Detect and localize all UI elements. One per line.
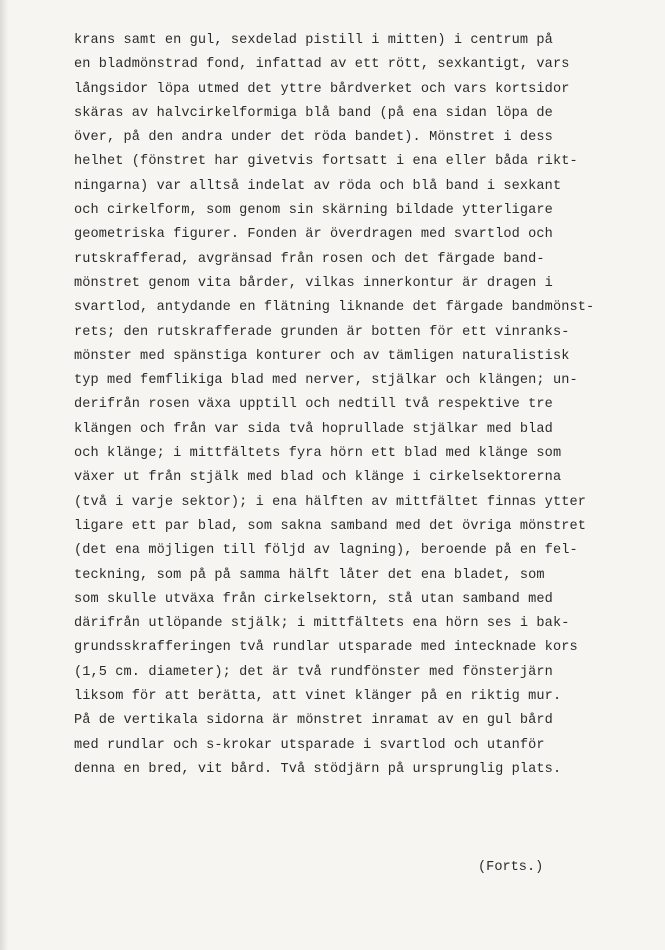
text-line-29: På de vertikala sidorna är mönstret inramat av en gul bård xyxy=(74,713,553,729)
text-line-5: över, på den andra under det röda bandet). Mönstret i dess xyxy=(74,130,553,146)
text-line-21: ligare ett par blad, som sakna samband med det övriga mönstret xyxy=(74,518,586,534)
text-line-25: därifrån utlöpande stjälk; i mittfältets ena hörn ses i bak- xyxy=(74,616,570,632)
text-line-19: växer ut från stjälk med blad och klänge i cirkelsektorerna xyxy=(74,470,562,486)
typed-text-body xyxy=(74,29,644,782)
text-line-27: (1,5 cm. diameter); det är två rundfönster med fönsterjärn xyxy=(74,664,553,680)
text-line-1: krans samt en gul, sexdelad pistill i mitten) i centrum på xyxy=(74,33,553,48)
text-line-10: rutskrafferad, avgränsad från rosen och det färgade band- xyxy=(74,251,545,267)
text-line-31: denna en bred, vit bård. Två stödjärn på ursprunglig plats. xyxy=(74,761,562,777)
text-line-15: typ med femflikiga blad med nerver, stjälkar och klängen; un- xyxy=(74,373,578,389)
text-line-14: mönster med spänstiga konturer och av tämligen naturalistisk xyxy=(74,348,570,364)
text-line-17: klängen och från var sida två hoprullade stjälkar med blad xyxy=(74,421,553,437)
text-line-8: och cirkelform, som genom sin skärning bildade ytterligare xyxy=(74,203,553,219)
text-line-11: mönstret genom vita bårder, vilkas innerkontur är dragen i xyxy=(74,275,553,291)
text-line-4: skäras av halvcirkelformiga blå band (på ena sidan löpa de xyxy=(74,105,553,121)
text-line-13: rets; den rutskrafferade grunden är botten för ett vinranks- xyxy=(74,324,570,340)
text-line-9: geometriska figurer. Fonden är överdragen med svartlod och xyxy=(74,227,553,243)
text-line-20: (två i varje sektor); i ena hälften av mittfältet finnas ytter xyxy=(74,494,586,510)
text-line-6: helhet (fönstret har givetvis fortsatt i ena eller båda rikt- xyxy=(74,154,578,170)
text-line-22: (det ena möjligen till följd av lagning), beroende på en fel- xyxy=(74,543,578,559)
text-line-3: långsidor löpa utmed det yttre bårdverket och vars kortsidor xyxy=(74,81,570,97)
continuation-note: (Forts.) xyxy=(478,860,544,875)
text-line-2: en bladmönstrad fond, infattad av ett rött, sexkantigt, vars xyxy=(74,57,570,73)
text-line-16: derifrån rosen växa upptill och nedtill två respektive tre xyxy=(74,397,553,413)
text-line-26: grundsskrafferingen två rundlar utsparade med intecknade kors xyxy=(74,640,578,656)
text-line-30: med rundlar och s-krokar utsparade i svartlod och utanför xyxy=(74,737,545,753)
text-line-24: som skulle utväxa från cirkelsektorn, stå utan samband med xyxy=(74,591,553,607)
text-line-7: ningarna) var alltså indelat av röda och blå band i sexkant xyxy=(74,178,562,194)
text-line-28: liksom för att berätta, att vinet klänger på en riktig mur. xyxy=(74,689,562,705)
text-line-18: och klänge; i mittfältets fyra hörn ett blad med klänge som xyxy=(74,446,562,462)
page-edge-shadow xyxy=(0,0,8,950)
text-line-12: svartlod, antydande en flätning liknande det färgade bandmönst- xyxy=(74,300,595,316)
text-line-23: teckning, som på på samma hälft låter det ena bladet, som xyxy=(74,567,545,583)
